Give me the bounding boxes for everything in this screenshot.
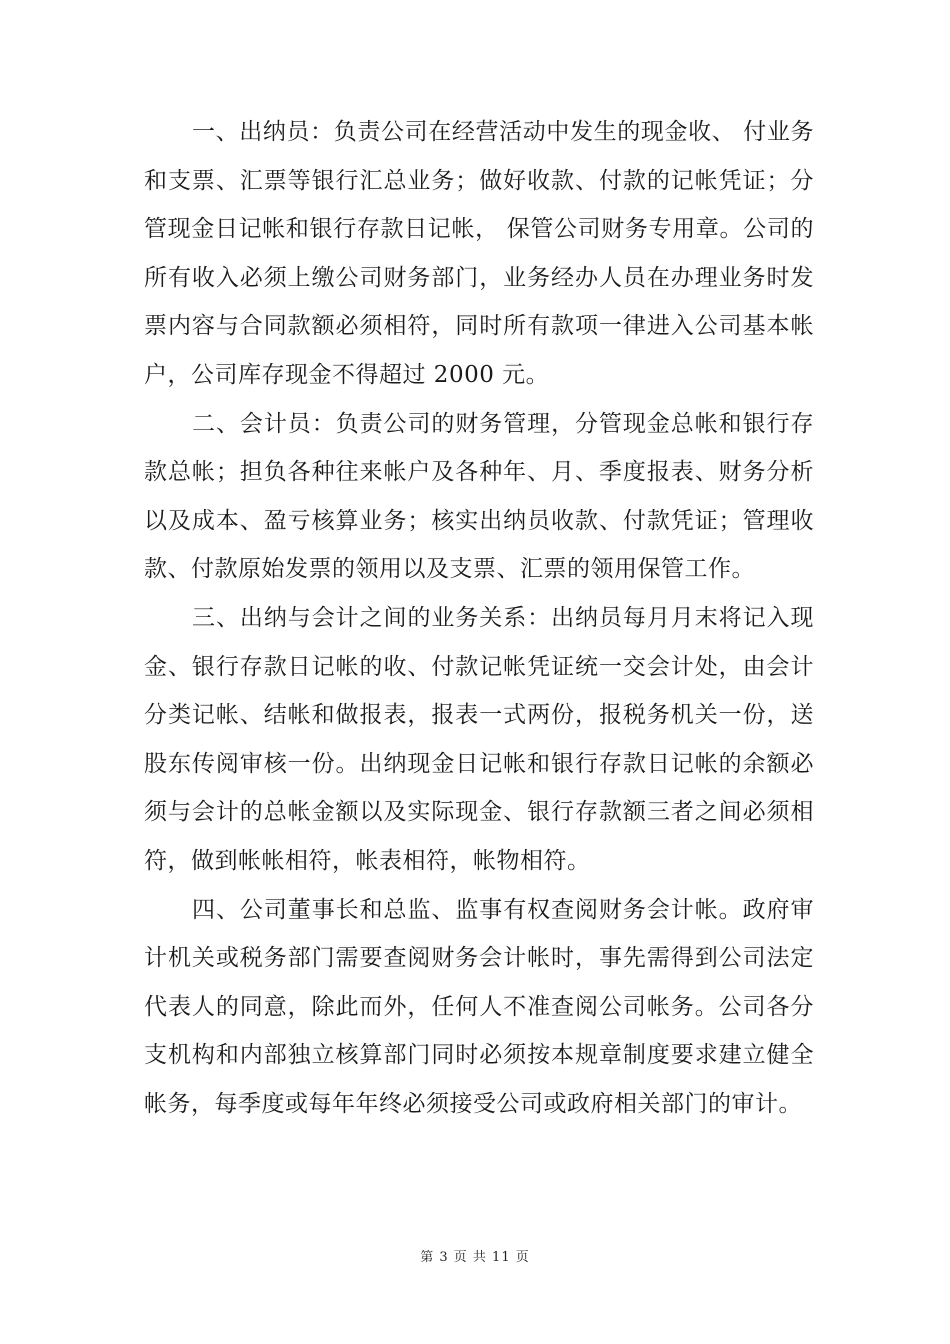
page-number-footer: 第 3 页 共 11 页 — [420, 1250, 530, 1265]
paragraph-accountant: 二、会计员：负责公司的财务管理，分管现金总帐和银行存款总帐；担负各种往来帐户及各种年、月、季度报表、财务分析以及成本、盈亏核算业务；核实出纳员收款、付款凭证；管理收款、付款原始发票的领用以及支票、汇票的领用保管工作。 — [144, 410, 814, 583]
paragraph-cashier: 一、出纳员：负责公司在经营活动中发生的现金收、 付业务和支票、汇票等银行汇总业务；做好收款、付款的记帐凭证；分管现金日记帐和银行存款日记帐， 保管公司财务专用章。公司的所有收入必须上缴公司财务部门，业务经办人员在办理业务时发票内容与合同款额必须相符，同时所有款项一律进入公司基本帐户，公司库存现金不得超过 2000 元。 — [144, 119, 814, 388]
paragraph-audit-rights: 四、公司董事长和总监、监事有权查阅财务会计帐。政府审计机关或税务部门需要查阅财务会计帐时，事先需得到公司法定代表人的同意，除此而外，任何人不准查阅公司帐务。公司各分支机构和内部独立核算部门同时必须按本规章制度要求建立健全帐务，每季度或每年年终必须接受公司或政府相关部门的审计。 — [144, 896, 814, 1117]
document-body — [144, 108, 814, 1128]
paragraph-cashier-accountant-relation: 三、出纳与会计之间的业务关系：出纳员每月月末将记入现金、银行存款日记帐的收、付款记帐凭证统一交会计处，由会计分类记帐、结帐和做报表，报表一式两份，报税务机关一份，送股东传阅审核一份。出纳现金日记帐和银行存款日记帐的余额必须与会计的总帐金额以及实际现金、银行存款额三者之间必须相符，做到帐帐相符，帐表相符，帐物相符。 — [144, 604, 814, 874]
